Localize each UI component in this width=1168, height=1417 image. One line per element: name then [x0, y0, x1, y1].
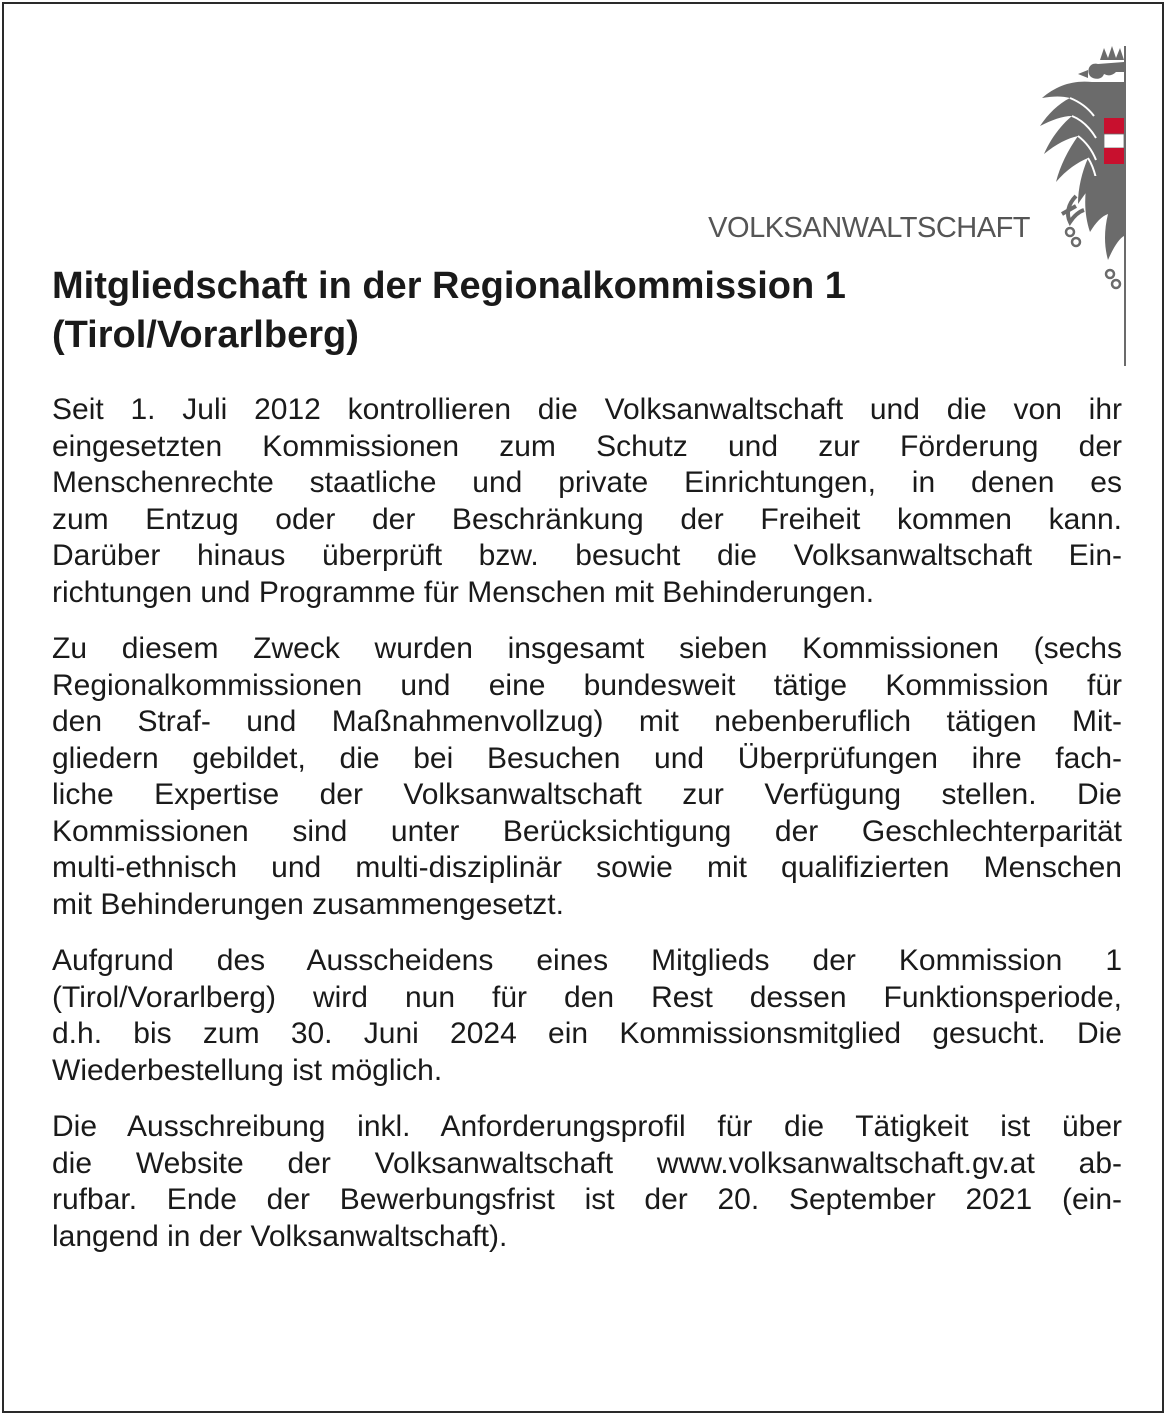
text-line: gliedern gebildet, die bei Besuchen und Überprüfungen ihre fach-: [52, 741, 1122, 775]
text-line: Darüber hinaus überprüft bzw. besucht die Volksanwaltschaft Ein-: [52, 539, 1122, 572]
title-line: (Tirol/Vorarlberg): [52, 314, 359, 356]
text-line: Aufgrund des Ausscheidens eines Mitglieds der Kommission 1: [52, 944, 1122, 977]
notice-frame: [2, 2, 1164, 1413]
paragraph-intro: [52, 392, 1122, 611]
text-line: langend in der Volksanwaltschaft).: [52, 1219, 508, 1253]
text-line: d.h. bis zum 30. Juni 2024 ein Kommissionsmitglied gesucht. Die: [52, 1017, 1122, 1050]
text-line: Zu diesem Zweck wurden insgesamt sieben Kommissionen (sechs: [52, 632, 1122, 665]
text-line: (Tirol/Vorarlberg) wird nun für den Rest dessen Funktionsperiode,: [52, 980, 1122, 1014]
organization-wordmark: VOLKSANWALTSCHAFT: [708, 212, 1030, 244]
text-line: multi-ethnisch und multi-disziplinär sowie mit qualifizierten Menschen: [52, 851, 1122, 884]
text-line: liche Expertise der Volksanwaltschaft zur Verfügung stellen. Die: [52, 778, 1122, 811]
text-line: zum Entzug oder der Beschränkung der Freiheit kommen kann.: [52, 502, 1122, 536]
paragraph-commissions: [52, 631, 1122, 923]
text-line: Wiederbestellung ist möglich.: [52, 1053, 443, 1087]
paragraph-vacancy: [52, 943, 1122, 1089]
text-line: Regionalkommissionen und eine bundesweit tätige Kommission für: [52, 668, 1122, 702]
text-line: eingesetzten Kommissionen zum Schutz und zur Förderung der: [52, 429, 1122, 463]
title-line: Mitgliedschaft in der Regionalkommission 1: [52, 265, 846, 307]
text-line: Kommissionen sind unter Berücksichtigung der Geschlechterparität: [52, 814, 1122, 848]
text-line: die Website der Volksanwaltschaft www.volksanwaltschaft.gv.at ab-: [52, 1146, 1122, 1180]
notice-title: [52, 262, 1092, 360]
text-line: richtungen und Programme für Menschen mit Behinderungen.: [52, 575, 875, 609]
text-line: mit Behinderungen zusammengesetzt.: [52, 887, 564, 921]
text-line: Menschenrechte staatliche und private Einrichtungen, in denen es: [52, 466, 1122, 499]
paragraph-application: [52, 1109, 1122, 1255]
text-line: rufbar. Ende der Bewerbungsfrist ist der 20. September 2021 (ein-: [52, 1183, 1122, 1216]
text-line: Seit 1. Juli 2012 kontrollieren die Volksanwaltschaft und die von ihr: [52, 393, 1122, 426]
text-line: Die Ausschreibung inkl. Anforderungsprofil für die Tätigkeit ist über: [52, 1110, 1122, 1143]
notice-body: [52, 392, 1122, 1275]
text-line: den Straf- und Maßnahmenvollzug) mit nebenberuflich tätigen Mit-: [52, 705, 1122, 738]
